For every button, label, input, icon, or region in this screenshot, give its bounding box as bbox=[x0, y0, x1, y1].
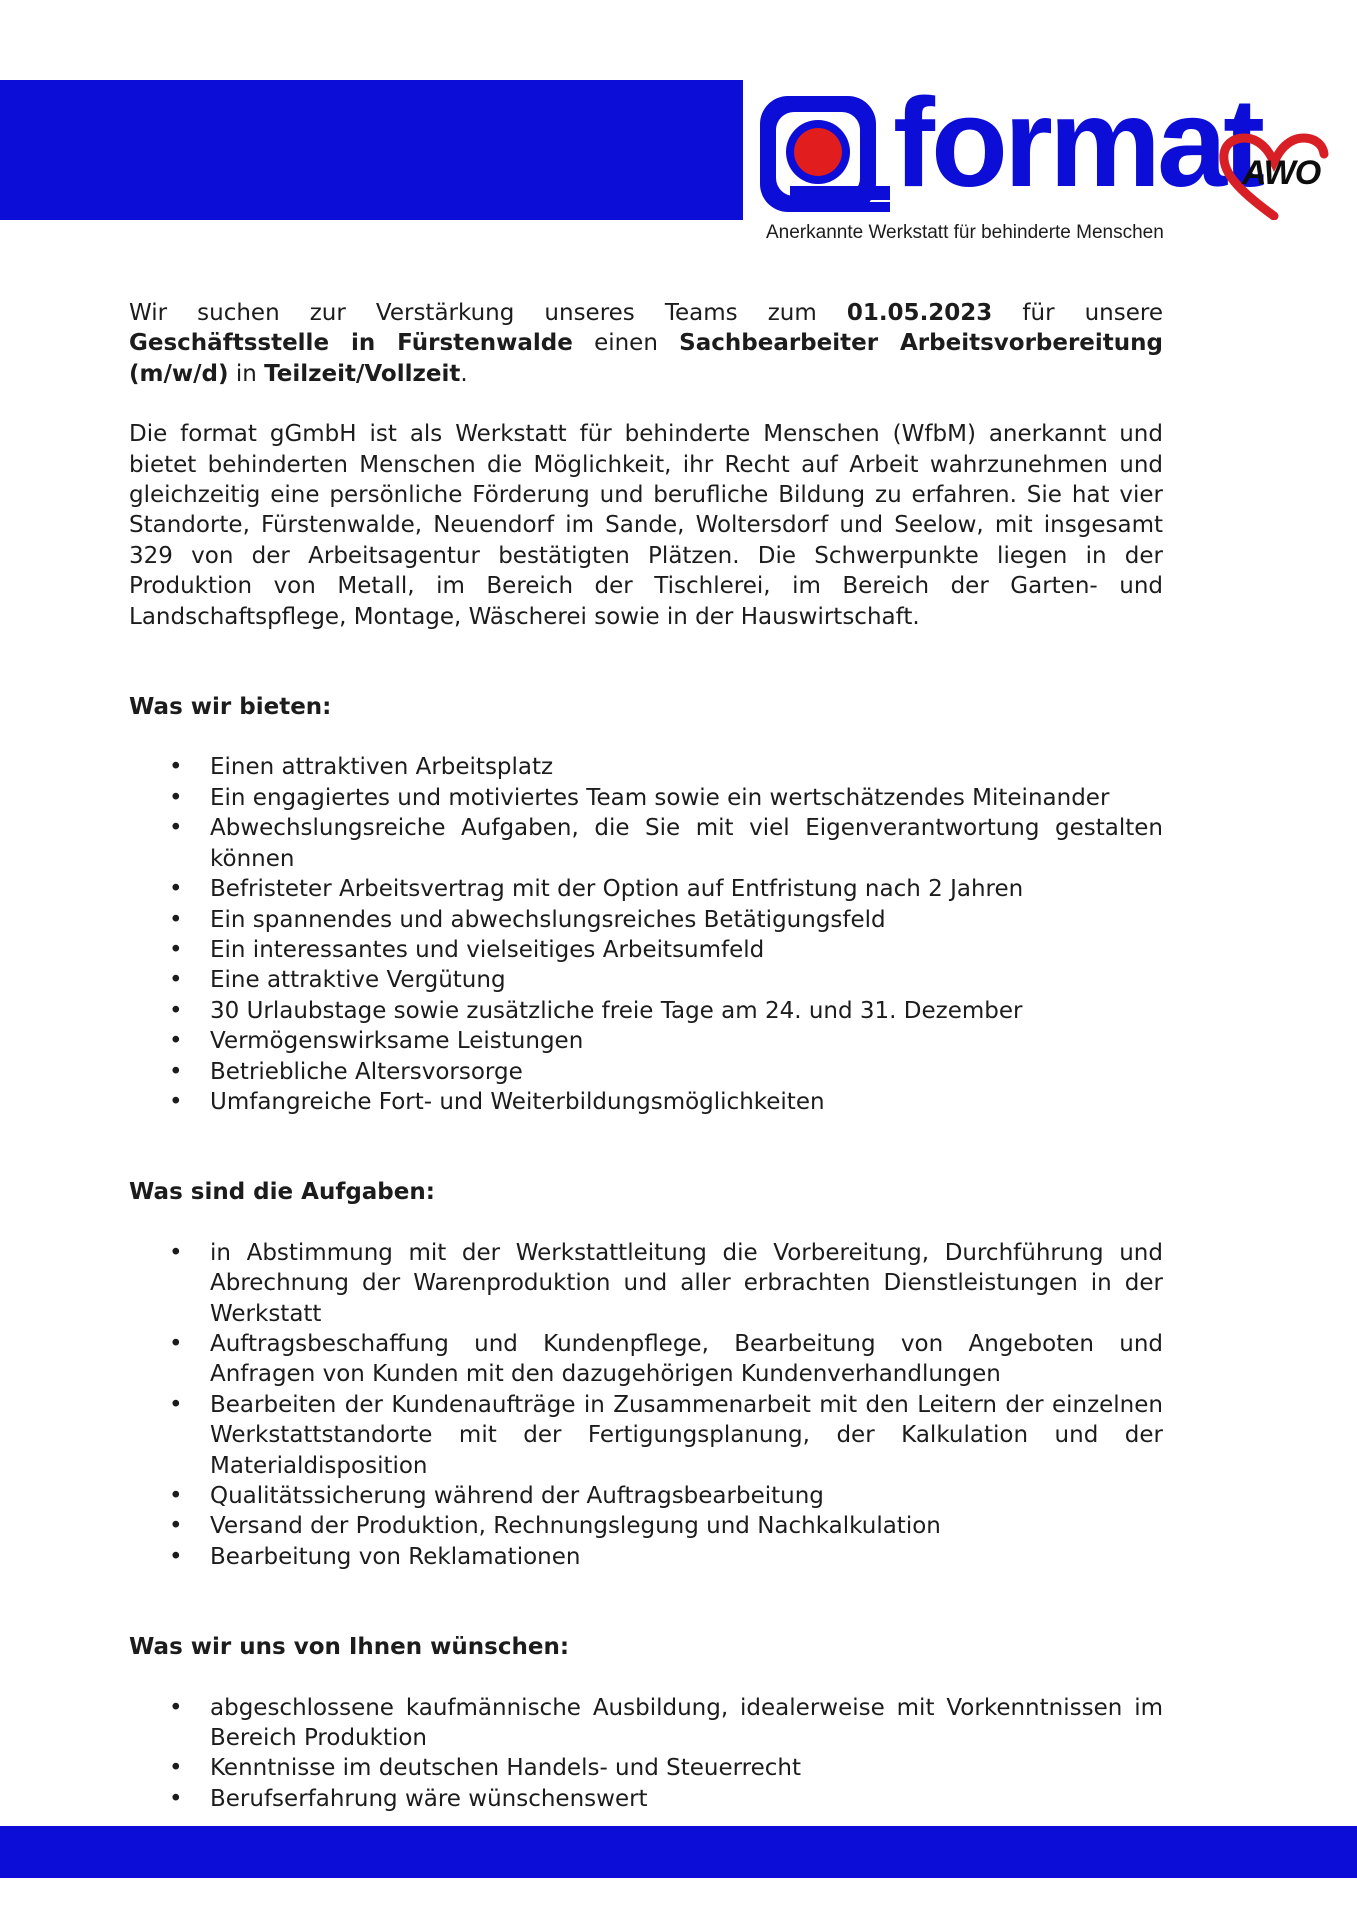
section-heading-offer: Was wir bieten: bbox=[129, 694, 332, 721]
list-item: • Ein engagiertes und motiviertes Team sowie ein wertschätzendes Miteinander bbox=[129, 783, 1163, 813]
list-item: • Vermögenswirksame Leistungen bbox=[129, 1026, 1163, 1056]
awo-logo bbox=[1218, 132, 1330, 220]
offer-list bbox=[129, 752, 1163, 1117]
section-heading-tasks: Was sind die Aufgaben: bbox=[129, 1179, 435, 1206]
list-item: • 30 Urlaubstage sowie zusätzliche freie Tage am 24. und 31. Dezember bbox=[129, 996, 1163, 1026]
list-item: • Befristeter Arbeitsvertrag mit der Option auf Entfristung nach 2 Jahren bbox=[129, 874, 1163, 904]
office-location: Geschäftsstelle in Fürstenwalde bbox=[129, 330, 573, 357]
start-date: 01.05.2023 bbox=[846, 300, 993, 326]
company-description: Die format gGmbH ist als Werkstatt für behinderte Menschen (WfbM) anerkannt und bietet behinderten Menschen die Möglichkeit, ihr Recht auf Arbeit wahrzunehmen und gleichzeitig eine persönliche Förderung und berufliche Bildung zu erfahren. Sie hat vier Standorte, Fürstenwalde, Neuendorf im Sande, Woltersdorf und Seelow, mit insgesamt 329 von der Arbeitsagentur bestätigten Plätzen. Die Schwerpunkte liegen in der Produktion von Metall, im Bereich der Tischlerei, im Bereich der Garten- und Landschaftspflege, Montage, Wäscherei sowie in der Hauswirtschaft. bbox=[129, 421, 1163, 630]
list-item: • Kenntnisse im deutschen Handels- und Steuerrecht bbox=[129, 1753, 1163, 1783]
logo-wordmark: format bbox=[893, 72, 1262, 213]
intro-text: Wir suchen zur Verstärkung unseres Teams zum bbox=[129, 300, 847, 326]
tasks-list bbox=[129, 1238, 1163, 1572]
intro-text: in bbox=[228, 360, 265, 387]
format-logo-icon bbox=[760, 92, 890, 220]
requirements-list bbox=[129, 1693, 1163, 1815]
job-title: Sachbearbeiter Arbeitsvorbereitung (m/w/d) bbox=[129, 330, 1164, 387]
intro-text: einen bbox=[572, 330, 680, 357]
list-item: • abgeschlossene kaufmännische Ausbildung, idealerweise mit Vorkenntnissen im Bereich Produktion bbox=[129, 1693, 1163, 1754]
footer-blue-bar bbox=[0, 1826, 1357, 1878]
logo-subtitle: Anerkannte Werkstatt für behinderte Menschen bbox=[766, 222, 1164, 243]
list-item: • Einen attraktiven Arbeitsplatz bbox=[129, 752, 1163, 782]
section-heading-requirements: Was wir uns von Ihnen wünschen: bbox=[129, 1634, 570, 1661]
intro-paragraph bbox=[129, 298, 1163, 389]
list-item: • Abwechslungsreiche Aufgaben, die Sie mit viel Eigenverantwortung gestalten können bbox=[129, 813, 1163, 874]
work-time: Teilzeit/Vollzeit bbox=[264, 360, 461, 387]
list-item: • Ein interessantes und vielseitiges Arbeitsumfeld bbox=[129, 935, 1163, 965]
list-item: • Betriebliche Altersvorsorge bbox=[129, 1057, 1163, 1087]
list-item: • Eine attraktive Vergütung bbox=[129, 965, 1163, 995]
list-item: • Bearbeitung von Reklamationen bbox=[129, 1542, 1163, 1572]
list-item: • Ein spannendes und abwechslungsreiches Betätigungsfeld bbox=[129, 905, 1163, 935]
list-item: • Auftragsbeschaffung und Kundenpflege, Bearbeitung von Angeboten und Anfragen von Kunden mit den dazugehörigen Kundenverhandlungen bbox=[129, 1329, 1163, 1390]
header-blue-bar bbox=[0, 80, 743, 220]
list-item: • Umfangreiche Fort- und Weiterbildungsmöglichkeiten bbox=[129, 1087, 1163, 1117]
awo-logo-text: AWO bbox=[1242, 154, 1321, 192]
intro-text: für unsere bbox=[992, 300, 1163, 326]
list-item: • in Abstimmung mit der Werkstattleitung die Vorbereitung, Durchführung und Abrechnung der Warenproduktion und aller erbrachten Dienstleistungen in der Werkstatt bbox=[129, 1238, 1163, 1329]
intro-text: . bbox=[460, 360, 468, 387]
list-item: • Berufserfahrung wäre wünschenswert bbox=[129, 1784, 1163, 1814]
list-item: • Bearbeiten der Kundenaufträge in Zusammenarbeit mit den Leitern der einzelnen Werkstattstandorte mit der Fertigungsplanung, der Kalkulation und der Materialdisposition bbox=[129, 1390, 1163, 1481]
job-posting-body bbox=[129, 298, 1163, 1814]
list-item: • Versand der Produktion, Rechnungslegung und Nachkalkulation bbox=[129, 1511, 1163, 1541]
list-item: • Qualitätssicherung während der Auftragsbearbeitung bbox=[129, 1481, 1163, 1511]
